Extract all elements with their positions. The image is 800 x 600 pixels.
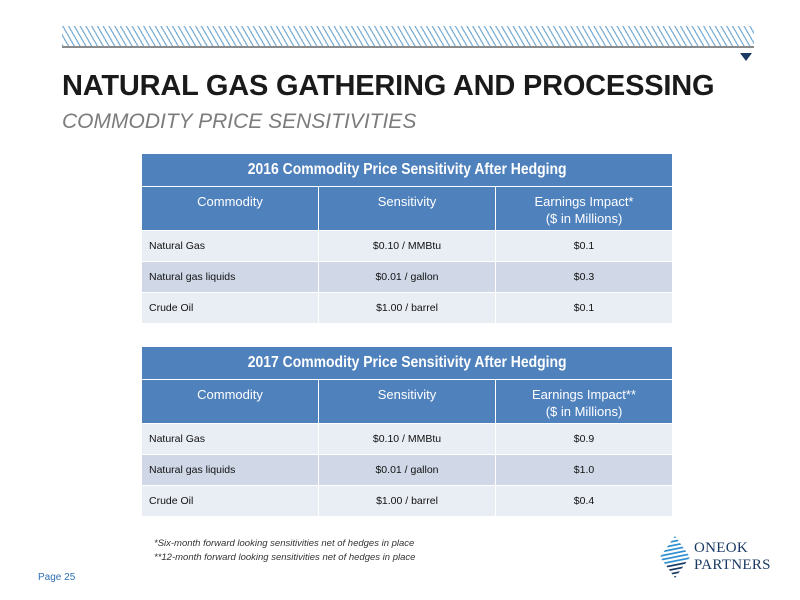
earnings-impact-unit: ($ in Millions): [545, 211, 623, 226]
commodity-cell: Natural gas liquids: [142, 455, 319, 486]
commodity-cell: Crude Oil: [142, 486, 319, 517]
commodity-cell: Natural Gas: [142, 424, 319, 455]
table-row: [142, 293, 673, 324]
oneok-diamond-logo-icon: [660, 536, 690, 578]
column-header-earnings-impact: [496, 380, 673, 424]
triangle-marker-icon: [740, 53, 752, 61]
footnote-six-month: *Six-month forward looking sensitivities net of hedges in place: [154, 538, 415, 549]
sensitivity-table-2017: [141, 346, 673, 517]
column-header-earnings-impact: [496, 187, 673, 231]
earnings-impact-unit: ($ in Millions): [545, 404, 623, 419]
column-header-commodity: Commodity: [142, 380, 319, 424]
earnings-impact-label: Earnings Impact*: [534, 194, 634, 209]
column-header-sensitivity: Sensitivity: [319, 380, 496, 424]
commodity-cell: Natural gas liquids: [142, 262, 319, 293]
table-row: [142, 262, 673, 293]
page-number: Page 25: [38, 572, 76, 583]
sensitivity-cell: $1.00 / barrel: [319, 293, 496, 324]
header-divider: [62, 46, 754, 48]
table-row: [142, 455, 673, 486]
column-header-sensitivity: Sensitivity: [319, 187, 496, 231]
earnings-impact-cell: $1.0: [496, 455, 673, 486]
commodity-cell: Natural Gas: [142, 231, 319, 262]
table-title: 2017 Commodity Price Sensitivity After Hedging: [142, 347, 673, 380]
earnings-impact-cell: $0.1: [496, 293, 673, 324]
decorative-hatch-band: [62, 26, 754, 46]
sensitivity-cell: $0.10 / MMBtu: [319, 424, 496, 455]
sensitivity-cell: $1.00 / barrel: [319, 486, 496, 517]
earnings-impact-cell: $0.9: [496, 424, 673, 455]
earnings-impact-label: Earnings Impact**: [531, 387, 637, 402]
logo-wordmark-oneok: ONEOK: [694, 540, 748, 556]
slide-title: NATURAL GAS GATHERING AND PROCESSING: [62, 70, 715, 102]
table-row: [142, 231, 673, 262]
footnote-twelve-month: **12-month forward looking sensitivities net of hedges in place: [154, 552, 416, 563]
sensitivity-cell: $0.01 / gallon: [319, 262, 496, 293]
sensitivity-table-2016: [141, 153, 673, 324]
sensitivity-cell: $0.01 / gallon: [319, 455, 496, 486]
table-title: 2016 Commodity Price Sensitivity After Hedging: [142, 154, 673, 187]
column-header-commodity: Commodity: [142, 187, 319, 231]
earnings-impact-cell: $0.1: [496, 231, 673, 262]
commodity-cell: Crude Oil: [142, 293, 319, 324]
earnings-impact-cell: $0.4: [496, 486, 673, 517]
slide-subtitle: COMMODITY PRICE SENSITIVITIES: [62, 110, 417, 133]
logo-wordmark-partners: PARTNERS: [694, 557, 771, 573]
table-row: [142, 486, 673, 517]
sensitivity-cell: $0.10 / MMBtu: [319, 231, 496, 262]
table-row: [142, 424, 673, 455]
earnings-impact-cell: $0.3: [496, 262, 673, 293]
